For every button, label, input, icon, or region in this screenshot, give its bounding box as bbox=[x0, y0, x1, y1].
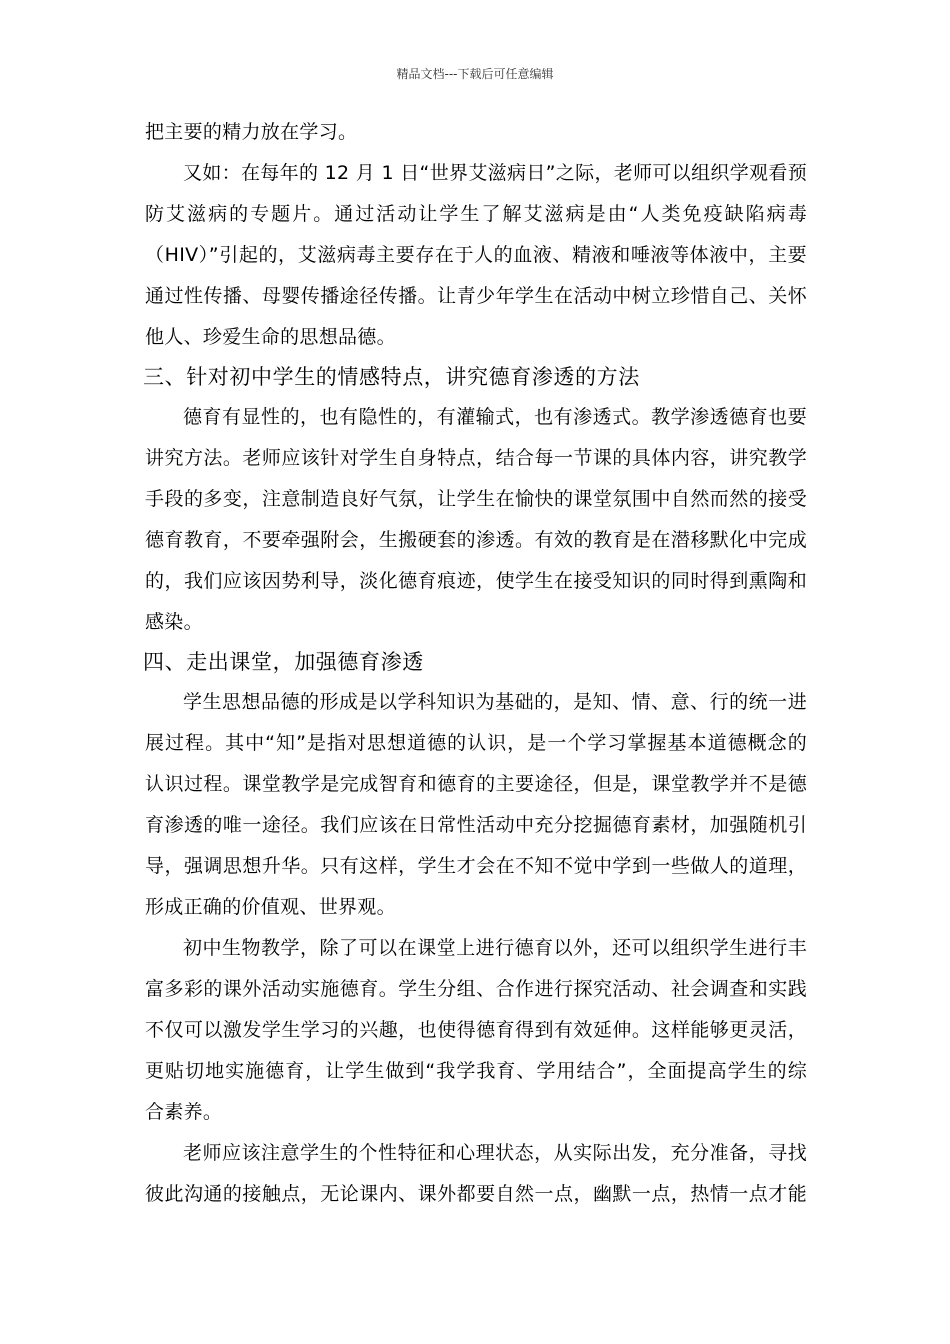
text-line: 的，我们应该因势利导，淡化德育痕迹，使学生在接受知识的同时得到熏陶和 bbox=[145, 570, 807, 592]
text-line: 富多彩的课外活动实施德育。学生分组、合作进行探究活动、社会调查和实践 bbox=[145, 978, 807, 1000]
text-line: 又如：在每年的 12 月 1 日“世界艾滋病日”之际，老师可以组织学观看预 bbox=[183, 162, 807, 184]
text-line: 更贴切地实施德育，让学生做到“我学我育、学用结合”，全面提高学生的综 bbox=[145, 1060, 807, 1082]
text-line: 形成正确的价值观、世界观。 bbox=[145, 896, 396, 918]
text-line: 防艾滋病的专题片。通过活动让学生了解艾滋病是由“人类免疫缺陷病毒 bbox=[145, 203, 807, 225]
text-line: 展过程。其中“知”是指对思想道德的认识，是一个学习掌握基本道德概念的 bbox=[145, 732, 807, 754]
paragraph bbox=[145, 1133, 807, 1215]
page-header: 精品文档---下载后可任意编辑 bbox=[396, 67, 554, 81]
text-line: 学生思想品德的形成是以学科知识为基础的，是知、情、意、行的统一进 bbox=[183, 691, 807, 713]
text-line: 讲究方法。老师应该针对学生自身特点，结合每一节课的具体内容，讲究教学 bbox=[145, 447, 807, 469]
text-line: （HIV）”引起的，艾滋病毒主要存在于人的血液、精液和唾液等体液中，主要 bbox=[145, 244, 807, 266]
paragraph bbox=[145, 928, 807, 1133]
document-body bbox=[145, 112, 807, 1215]
text-line: 老师应该注意学生的个性特征和心理状态，从实际出发，充分准备，寻找 bbox=[183, 1142, 807, 1164]
text-line: 手段的多变，注意制造良好气氛，让学生在愉快的课堂氛围中自然而然的接受 bbox=[145, 488, 807, 510]
text-line: 初中生物教学，除了可以在课堂上进行德育以外，还可以组织学生进行丰 bbox=[183, 937, 807, 959]
text-line: 彼此沟通的接触点，无论课内、课外都要自然一点，幽默一点，热情一点才能 bbox=[145, 1183, 807, 1205]
section-heading: 四、走出课堂，加强德育渗透 bbox=[143, 650, 424, 674]
text-line: 通过性传播、母婴传播途径传播。让青少年学生在活动中树立珍惜自己、关怀 bbox=[145, 285, 807, 307]
text-line: 认识过程。课堂教学是完成智育和德育的主要途径，但是，课堂教学并不是德 bbox=[145, 773, 807, 795]
text-line: 德育有显性的，也有隐性的，有灌输式，也有渗透式。教学渗透德育也要 bbox=[183, 406, 807, 428]
text-line: 育渗透的唯一途径。我们应该在日常性活动中充分挖掘德育素材，加强随机引 bbox=[145, 814, 807, 836]
paragraph bbox=[145, 397, 807, 643]
text-line: 感染。 bbox=[145, 611, 203, 633]
text-line: 导，强调思想升华。只有这样，学生才会在不知不觉中学到一些做人的道理， bbox=[145, 855, 807, 877]
section-heading: 三、针对初中学生的情感特点，讲究德育渗透的方法 bbox=[143, 365, 640, 389]
text-line: 他人、珍爱生命的思想品德。 bbox=[145, 326, 396, 348]
text-line: 合素养。 bbox=[145, 1101, 223, 1123]
text-line: 德育教育，不要牵强附会，生搬硬套的渗透。有效的教育是在潜移默化中完成 bbox=[145, 529, 807, 551]
text-line: 把主要的精力放在学习。 bbox=[145, 121, 358, 143]
paragraph bbox=[145, 112, 807, 153]
text-line: 不仅可以激发学生学习的兴趣，也使得德育得到有效延伸。这样能够更灵活， bbox=[145, 1019, 807, 1041]
paragraph bbox=[145, 153, 807, 358]
paragraph bbox=[145, 682, 807, 928]
